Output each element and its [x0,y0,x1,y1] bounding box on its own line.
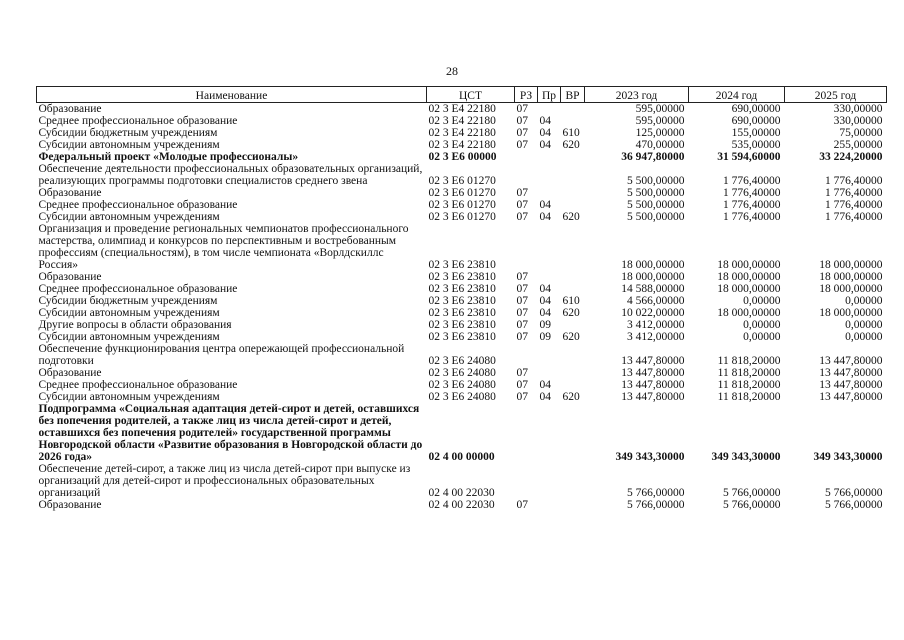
cell-vr [561,271,585,283]
cell-vr [561,103,585,116]
cell-y2023: 5 500,00000 [627,199,685,211]
cell-vr: 610 [562,295,580,307]
cell-y2025: 18 000,00000 [819,271,883,283]
cell-y2025: 1 776,40000 [825,211,883,223]
cell-pr: 04 [539,199,551,211]
cell-pr [538,271,561,283]
cell-vr [561,187,585,199]
cell-y2023: 349 343,30000 [615,451,685,463]
cell-y2023: 13 447,80000 [621,379,685,391]
cell-y2024: 18 000,00000 [717,283,781,295]
cell-vr [561,403,585,463]
cell-y2023: 13 447,80000 [621,367,685,379]
cell-cst: 02 3 E6 23810 [428,307,496,319]
table-row [37,367,887,379]
cell-pr: 04 [539,391,551,403]
cell-rz [515,163,538,187]
cell-rz: 07 [516,331,528,343]
cell-name: Обеспечение детей-сирот, а также лиц из числа детей-сирот при выпуске из организаций для детей-сирот и профессиональных образовательных организаций [38,463,411,499]
cell-name: Подпрограмма «Социальная адаптация детей-сирот и детей, оставшихся без попечения родителей, а также лиц из числа детей-сирот и детей, оставшихся без попечения родителей» государственной программы Новгородской области «Развитие образования в Новгородской области до 2026 года» [38,403,423,463]
header-rz: РЗ [515,87,538,103]
cell-name: Среднее профессиональное образование [38,199,238,211]
cell-y2024: 349 343,30000 [711,451,781,463]
cell-pr [538,499,561,511]
cell-y2023: 5 500,00000 [627,175,685,187]
cell-y2025: 13 447,80000 [819,391,883,403]
cell-y2025: 1 776,40000 [825,175,883,187]
cell-cst: 02 4 00 22030 [428,487,495,499]
cell-y2024: 0,00000 [743,319,781,331]
header-vr: ВР [561,87,585,103]
cell-y2023: 595,00000 [635,103,685,115]
cell-y2025: 5 766,00000 [825,499,883,511]
cell-name: Образование [38,103,102,115]
cell-vr: 620 [562,331,580,343]
cell-pr [538,343,561,367]
cell-rz: 07 [516,271,528,283]
table-row [37,391,887,403]
cell-cst: 02 3 E6 01270 [428,211,496,223]
cell-y2024: 1 776,40000 [723,175,781,187]
cell-y2024: 18 000,00000 [717,307,781,319]
cell-y2023: 14 588,00000 [621,283,685,295]
cell-vr [561,343,585,367]
cell-pr [538,103,561,116]
table-row [37,283,887,295]
cell-rz: 07 [516,199,528,211]
header-2023: 2023 год [585,87,689,103]
cell-vr [561,463,585,499]
cell-y2024: 1 776,40000 [723,187,781,199]
cell-cst: 02 3 E6 01270 [428,175,496,187]
cell-name: Среднее профессиональное образование [38,379,238,391]
header-2024: 2024 год [689,87,785,103]
cell-cst: 02 3 E4 22180 [428,103,496,115]
table-body [37,103,887,512]
cell-rz [515,343,538,367]
cell-y2025: 349 343,30000 [813,451,883,463]
cell-cst: 02 3 E6 23810 [428,319,496,331]
cell-vr [561,223,585,271]
cell-name: Федеральный проект «Молодые профессионалы» [38,151,299,163]
cell-name: Среднее профессиональное образование [38,283,238,295]
cell-cst: 02 3 E6 24080 [428,355,496,367]
cell-y2023: 18 000,00000 [621,271,685,283]
cell-y2023: 5 500,00000 [627,187,685,199]
cell-cst: 02 3 E6 24080 [428,367,496,379]
cell-name: Организация и проведение региональных чемпионатов профессионального мастерства, олимпиад и конкурсов по перспективным и востребованным профессиям (специальностям), в том числе чемпионата «Ворлдскиллс Россия» [38,223,409,271]
table-row [37,163,887,187]
cell-rz: 07 [516,127,528,139]
cell-y2024: 1 776,40000 [723,199,781,211]
cell-rz: 07 [516,319,528,331]
cell-y2023: 13 447,80000 [621,355,685,367]
cell-rz: 07 [516,499,528,511]
table-row [37,115,887,127]
table-row [37,499,887,511]
cell-y2024: 1 776,40000 [723,211,781,223]
cell-y2023: 5 766,00000 [627,487,685,499]
table-row [37,307,887,319]
cell-rz: 07 [516,115,528,127]
table-row [37,103,887,116]
table-row [37,199,887,211]
cell-name: Субсидии автономным учреждениям [38,331,220,343]
cell-rz: 07 [516,295,528,307]
cell-vr [561,199,585,211]
cell-y2023: 3 412,00000 [627,331,685,343]
cell-pr: 09 [539,331,551,343]
cell-y2024: 0,00000 [743,295,781,307]
table-row [37,127,887,139]
cell-name: Субсидии автономным учреждениям [38,139,220,151]
table-row [37,331,887,343]
cell-rz: 07 [516,391,528,403]
cell-pr: 04 [539,307,551,319]
cell-cst: 02 3 E6 23810 [428,271,496,283]
cell-cst: 02 4 00 00000 [428,451,495,463]
cell-rz: 07 [516,283,528,295]
cell-cst: 02 3 E4 22180 [428,127,496,139]
cell-cst: 02 3 E6 24080 [428,379,496,391]
cell-vr [561,163,585,187]
cell-pr [538,463,561,499]
cell-y2025: 18 000,00000 [819,283,883,295]
cell-rz [515,403,538,463]
cell-y2024: 11 818,20000 [717,391,781,403]
cell-vr [561,367,585,379]
cell-cst: 02 3 E6 00000 [428,151,497,163]
table-row [37,271,887,283]
cell-pr [538,151,561,163]
cell-y2025: 18 000,00000 [819,307,883,319]
cell-y2023: 5 500,00000 [627,211,685,223]
cell-pr: 04 [539,211,551,223]
cell-pr [538,163,561,187]
cell-vr: 610 [562,127,580,139]
cell-y2023: 36 947,80000 [621,151,685,163]
cell-vr: 620 [562,307,580,319]
cell-name: Субсидии бюджетным учреждениям [38,127,218,139]
cell-y2025: 1 776,40000 [825,199,883,211]
budget-table [36,86,887,511]
cell-cst: 02 3 E6 01270 [428,199,496,211]
cell-y2025: 33 224,20000 [819,151,883,163]
cell-name: Другие вопросы в области образования [38,319,232,331]
cell-pr: 04 [539,379,551,391]
cell-y2025: 13 447,80000 [819,355,883,367]
table-row [37,139,887,151]
cell-rz: 07 [516,187,528,199]
cell-y2024: 18 000,00000 [717,259,781,271]
table-row [37,403,887,463]
cell-name: Среднее профессиональное образование [38,115,238,127]
cell-y2024: 31 594,60000 [717,151,781,163]
cell-name: Образование [38,367,102,379]
cell-y2023: 4 566,00000 [627,295,685,307]
cell-name: Субсидии автономным учреждениям [38,391,220,403]
cell-rz: 07 [516,367,528,379]
table-row [37,343,887,367]
table-row [37,295,887,307]
cell-pr [538,187,561,199]
cell-y2023: 595,00000 [635,115,685,127]
cell-y2024: 690,00000 [731,103,781,115]
cell-rz: 07 [516,211,528,223]
table-row [37,151,887,163]
cell-y2023: 5 766,00000 [627,499,685,511]
cell-pr: 04 [539,115,551,127]
cell-y2023: 470,00000 [635,139,685,151]
cell-rz: 07 [516,379,528,391]
header-pr: Пр [538,87,561,103]
cell-y2024: 11 818,20000 [717,355,781,367]
cell-pr: 04 [539,127,551,139]
cell-y2025: 1 776,40000 [825,187,883,199]
cell-rz: 07 [516,307,528,319]
cell-y2023: 125,00000 [635,127,685,139]
cell-vr: 620 [562,391,580,403]
table-row [37,463,887,499]
cell-name: Образование [38,271,102,283]
cell-y2025: 330,00000 [833,115,883,127]
cell-pr: 09 [539,319,551,331]
cell-pr: 04 [539,295,551,307]
page-number: 28 [446,64,458,78]
cell-name: Субсидии бюджетным учреждениям [38,295,218,307]
cell-vr [561,151,585,163]
cell-y2024: 690,00000 [731,115,781,127]
cell-pr: 04 [539,139,551,151]
cell-vr: 620 [562,211,580,223]
cell-rz: 07 [516,103,528,115]
cell-y2023: 13 447,80000 [621,391,685,403]
cell-y2023: 18 000,00000 [621,259,685,271]
cell-y2024: 535,00000 [731,139,781,151]
cell-y2025: 0,00000 [845,295,883,307]
cell-y2025: 13 447,80000 [819,379,883,391]
cell-pr [538,403,561,463]
cell-y2025: 13 447,80000 [819,367,883,379]
cell-cst: 02 3 E6 23810 [428,331,496,343]
cell-vr [561,283,585,295]
cell-rz: 07 [516,139,528,151]
cell-y2025: 255,00000 [833,139,883,151]
cell-vr [561,499,585,511]
cell-rz [515,151,538,163]
cell-y2024: 11 818,20000 [717,367,781,379]
cell-name: Образование [38,499,102,511]
cell-name: Субсидии автономным учреждениям [38,211,220,223]
cell-vr: 620 [562,139,580,151]
cell-cst: 02 3 E6 23810 [428,295,496,307]
cell-y2023: 3 412,00000 [627,319,685,331]
cell-cst: 02 3 E6 23810 [428,283,496,295]
cell-y2024: 155,00000 [731,127,781,139]
cell-cst: 02 3 E6 24080 [428,391,496,403]
cell-y2025: 0,00000 [845,331,883,343]
cell-y2025: 0,00000 [845,319,883,331]
cell-name: Обеспечение функционирования центра опережающей профессиональной подготовки [38,343,405,367]
cell-vr [561,115,585,127]
cell-y2024: 5 766,00000 [723,499,781,511]
cell-cst: 02 3 E6 01270 [428,187,496,199]
header-cst: ЦСТ [427,87,515,103]
cell-pr: 04 [539,283,551,295]
cell-pr [538,223,561,271]
cell-y2024: 18 000,00000 [717,271,781,283]
cell-y2025: 330,00000 [833,103,883,115]
cell-vr [561,379,585,391]
header-name: Наименование [37,87,427,103]
cell-name: Образование [38,187,102,199]
cell-y2024: 11 818,20000 [717,379,781,391]
cell-vr [561,319,585,331]
header-2025: 2025 год [785,87,887,103]
cell-name: Обеспечение деятельности профессиональных образовательных организаций, реализующих программы подготовки специалистов среднего звена [38,163,423,187]
cell-rz [515,463,538,499]
cell-name: Субсидии автономным учреждениям [38,307,220,319]
table-row [37,187,887,199]
table-row [37,319,887,331]
cell-y2025: 18 000,00000 [819,259,883,271]
table-row [37,379,887,391]
table-row [37,223,887,271]
table-header-row [37,87,887,103]
cell-y2024: 0,00000 [743,331,781,343]
cell-y2025: 75,00000 [839,127,883,139]
cell-cst: 02 4 00 22030 [428,499,495,511]
cell-cst: 02 3 E6 23810 [428,259,496,271]
cell-cst: 02 3 E4 22180 [428,115,496,127]
cell-y2023: 10 022,00000 [621,307,685,319]
cell-y2024: 5 766,00000 [723,487,781,499]
cell-rz [515,223,538,271]
cell-y2025: 5 766,00000 [825,487,883,499]
cell-pr [538,367,561,379]
cell-cst: 02 3 E4 22180 [428,139,496,151]
table-row [37,211,887,223]
